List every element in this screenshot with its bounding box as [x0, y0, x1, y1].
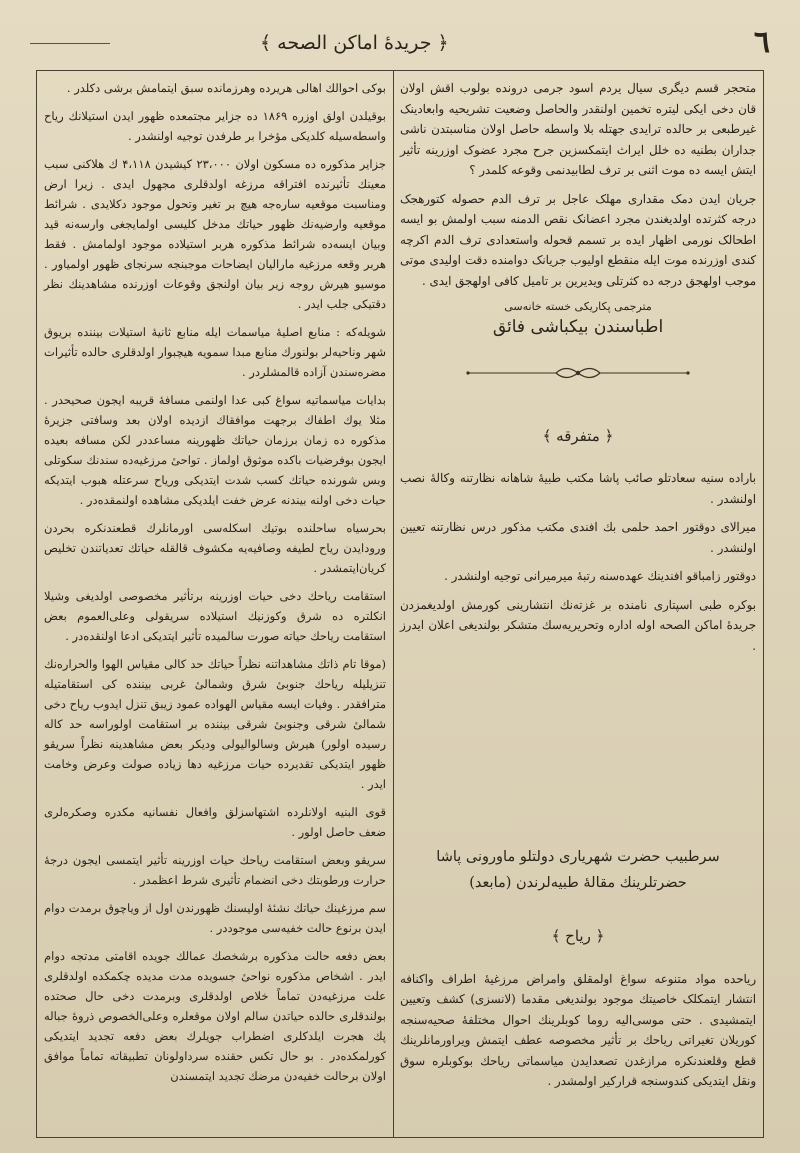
article-paragraph: بعض دفعه حالت مذکوره برشخصك عمالك جویده اقامتی مدتجه دوام ایدر . اشخاص مذکوره نواحیٔ جسویده مدت مدیده چکمکده اولدقلری علت مرزغیه‌دن تماماً خلاص اولدقلری وبرمدت دخی حال صحتده بولندقلری حالده حیاتدن سالم اولان موقعلره وعلی‌الخصوص ذروهٔ جباله پك هجرت ایلدکلری اضطراب جویلرك بعض دفعه تجدید ایتدیکی کورلمکده‌در . بو حال تکس حقنده سرداولونان تطبیقاته تماماً موافق اولان برحالت خفیه‌دن مرضك تجدید ایتمسندن	[44, 949, 386, 1083]
news-item: بوکره طبی اسپتاری نامنده بر غزته‌نك انتشارینی کورمش اولدیغمزدن جریدهٔ اماکن الصحه اوله اداره وتحریریه‌سك متشکر بولندیغی اعلان ایدرز .	[400, 597, 756, 653]
left-column	[44, 78, 386, 1094]
ornament-divider	[448, 360, 708, 386]
feature-title-line: سرطبیب حضرت شهریاری دولتلو ماورونی پاشا	[436, 849, 720, 865]
article-paragraph: قوی البنیه اولانلرده اشتهاسزلق وافعال نفسانیه مکدره وصکره‌لری ضعف حاصل اولور .	[44, 805, 386, 839]
blank-space	[400, 664, 756, 844]
column-divider	[393, 70, 394, 1138]
right-column	[400, 78, 756, 1100]
feature-title-line: حضرتلرینك مقالهٔ طبیه‌لرندن (مابعد)	[469, 875, 687, 891]
article-paragraph: شویله‌که : منابع اصلیهٔ میاسمات ایله منابع ثانیهٔ استیلات بیننده بریوق شهر وناحیه‌لر بولنورك منابع مبدا سمویه هیچبوار اولدقلری حالده تأثیرات مضره‌سندن آزاده قالمشلردر .	[44, 325, 386, 379]
feature-title	[400, 844, 756, 896]
article-paragraph: متحجر قسم دیگری سیال یردم اسود جرمی درونده بولوب اقش اولان قان دخی ایکی لیتره تخمین اولنقدر والحاصل وضعیت تشریحیه وابعادینک غیرطبعی بر حالده ترایدی جهتله بلا واسطه حاصل اولان مناسبتدن ناشی جداران بطنیه ده خلل ایراث ایتمکسزین جرح مجرد عضوک اوزرینه تأثیر ایتش ایسه ده موت اثنی بر ترف لطابیدنمی وقوعه کلمدر ؟	[400, 81, 756, 177]
article-paragraph: (موقا تام ذاتك مشاهداتنه نظراً حیاتك حد کالی مقیاس الهوا والحراره‌نك تنزیلیله ریاحك جنوبیٔ شرق وشمالیٔ غربی بیننده کی استقامتیله مترافقدر . وفیات ایسه مقیاس الهواده عمود زیبق تنزل ایدوب ریاح دخی شمالیٔ شرقی وجنوبیٔ شرقی بیننده بر استقامت اولوراسه حد کاله رسیده اولور) هیرش وسالوالیولی ودیکر بعض مشاهدینه نظراً سریقو ظهور ایتدیکی تقدیرده حیات مرزغیه دها زیاده صولت وعرض وخامت ایدر .	[44, 657, 386, 791]
article-paragraph: جریان ایدن دمک مقداری مهلک عاجل بر ترف الدم حصوله کتورهجک درجه کثرتده اولدیغندن مجرد اعضانک نقص الدمنه سبب اولمش بو ایسه اطحالک نورمی اظهار ایده بر تسمم قحوله واستعدادی ترف الدم اکرچه کندی اوزرنده موت ایله منقطع اولیوب جریانک دوامنده دقت اولیدی موتی موجب اولهجق درجه ده کثرتلی ویدیرین بر تامیل کافی اولهجق ایدی .	[400, 191, 756, 288]
header-rule	[30, 43, 110, 44]
running-title: ﴿ جريدهٔ اماكن الصحه ﴾	[260, 32, 449, 54]
article-paragraph: بدایات میاسماتیه سواغ کبی عدا اولنمی مسافهٔ قریبه ایجون صحیحدر . مثلا یوك اطفاك برجهت موافقاك ازدیده اولان بعد وسافتی جزیرهٔ مذکوره ده زمان برزمان حیاتك ظهورینه مساعددر لکن مسافه بعیده ایجون بوفرضیات باکده موثوق اولماز . تواحیٔ مرزغیه‌ده سندنك سکوتلی وبس شورنده حیاتك کسب شدت ایتدیکی وریاح سرعتله هبوب ایتدیکه حیات دخی اولنه بیندنه عرض خفت ایلدیکی مشاهده اولنمقده‌در .	[44, 393, 386, 507]
article-paragraph: استقامت ریاحك دخی حیات اوزرینه برتأثیر مخصوصی اولدیغی وشیلا انکلتره ده شرق وکوزنیك استیلاده سریقولی وعلی‌العموم بعض استقامت ریاحك حیاته صورت سالمیده تأثیر ایتدیکی ادعا اولنقده‌در .	[44, 589, 386, 643]
article-paragraph: سریقو وبعض استقامت ریاحك حیات اوزرینه تأثیر ایتمسی ایجون درجهٔ حرارت ورطوبتك دخی انضمام تأثیری شرط اعظمدر .	[44, 853, 386, 887]
article-paragraph: بوکی احوالك اهالی هریرده وهرزمانده سبق ایتمامش برشی دکلدر .	[66, 81, 386, 95]
page-header	[30, 26, 770, 60]
news-item: باراده سنیه سعادتلو صائب پاشا مکتب طبیهٔ شاهانه نظارتنه وکالهٔ نصب اولنشدر .	[400, 471, 756, 506]
wind-heading: ﴿ ریاح ﴾	[551, 927, 605, 945]
article-paragraph: جزایر مذکوره ده مسکون اولان ۲۳،۰۰۰ کیشیدن ۴،۱۱۸ ك هلاکنی سبب معینك تأثیرنده افتراقه مرزغه اولدقلری مجهول ایدی . زیرا ارض ومناسبت موقعیه ساره‌جه هیچ بر تغیر وتحول موجود دکلایدی . شرائط موقعیه وارضیه‌نك ظهور حیاتك مدخل کلیسی اولمایجغی وارسه‌نه قید وبیان ایسه‌ده شرائط مذکوره هربر استیلاده موجود اولمامش . فقط هربر وقعه مرزغیه مارالیان ایضاحات موجبنجه سرنجای ظهور اولمیاور . موسیو هیرش روجه زیر بیان اولنجق وقوعات اوزرنده مشاهدینك نظر دقتیکی جلب ایدر .	[44, 157, 386, 311]
news-item: میرالای دوقتور احمد حلمی بك افندی مکتب مذکور درس نظارتنه تعیین اولنشدر .	[400, 520, 756, 555]
signature-note: مترجمی پکاریکی خسته خانه‌سی	[504, 300, 652, 313]
news-item: دوقتور زامباقو افندینك عهده‌سنه رتبهٔ میرمیرانی توجیه اولنشدر .	[444, 569, 756, 583]
article-paragraph: بحرسیاه ساحلنده بوتیك اسکله‌سی اورمانلرك قطعندنکره بحردن ورودایدن ریاح لطیفه وصافیه‌یه مکشوف قالقله حیاتك تعدیاتندن تخلیص کریان‌ایتمشدر .	[44, 521, 386, 575]
page-number: ٦	[753, 25, 770, 60]
article-paragraph: بوقیلدن اولق اوزره ۱۸۶۹ ده جزایر مجتمعده ظهور ایدن استیلانك ریاح واسطه‌سیله کلدیکی مؤخرا بر طرفدن توجیه اولنشدر .	[44, 109, 386, 143]
signature-name: اطباسندن بیکباشی فائق	[492, 317, 664, 337]
article-paragraph: ریاحده مواد متنوعه سواغ اولمقلق وامراض مرزغیهٔ اطراف واکنافه انتشار ایتمکلک خاصیتك موجود بولندیغی مقدما (لانسزی) کشف وتعیین ایتمشیدی . حتی موسی‌الیه روما کوبلرینك احوال مختلفهٔ صحیه‌سنجه کوریلان تغیراتی ریاحك بر تأثیر مخصوصه عطف ایتمش ویراورمانلرینك قطع وقلعندنکره مرازغدن تصعدایدن میاسماتی ریاحك بوکوبلره سوق ونقل ایتدیکی کندوسنجه قرارکیر اولمشدر .	[400, 971, 756, 1088]
misc-heading: ﴿ متفرقه ﴾	[542, 426, 614, 445]
article-paragraph: سم مرزغینك حیاتك نشئهٔ اولیسنك ظهورندن اول از ویاچوق برمدت دوام ایدن برنوع حالت خفیه‌سی موجوددر .	[44, 901, 386, 935]
